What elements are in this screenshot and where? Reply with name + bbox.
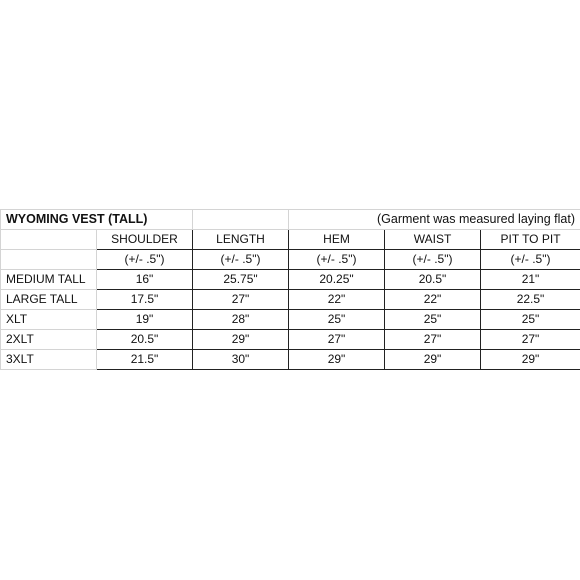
size-label: MEDIUM TALL [1, 270, 97, 290]
measurement-note: (Garment was measured laying flat) [289, 210, 580, 230]
measurement-cell: 19" [97, 310, 193, 330]
size-row [1, 350, 580, 370]
size-label: XLT [1, 310, 97, 330]
measurement-cell: 27" [481, 330, 580, 350]
measurement-cell: 28" [193, 310, 289, 330]
column-header-hem: HEM [289, 230, 385, 250]
size-row [1, 330, 580, 350]
measurement-cell: 25" [385, 310, 481, 330]
size-chart-table [0, 209, 580, 370]
measurement-cell: 27" [385, 330, 481, 350]
tolerance-cell: (+/- .5") [97, 250, 193, 270]
measurement-cell: 29" [385, 350, 481, 370]
column-header-length: LENGTH [193, 230, 289, 250]
empty-cell [193, 210, 289, 230]
measurement-cell: 20.25" [289, 270, 385, 290]
measurement-cell: 29" [289, 350, 385, 370]
measurement-cell: 27" [289, 330, 385, 350]
size-label: 3XLT [1, 350, 97, 370]
column-header-waist: WAIST [385, 230, 481, 250]
size-row [1, 270, 580, 290]
measurement-cell: 25" [481, 310, 580, 330]
measurement-cell: 29" [193, 330, 289, 350]
tolerance-cell: (+/- .5") [289, 250, 385, 270]
tolerance-row [1, 250, 580, 270]
measurement-cell: 20.5" [385, 270, 481, 290]
measurement-cell: 30" [193, 350, 289, 370]
measurement-cell: 17.5" [97, 290, 193, 310]
measurement-cell: 22.5" [481, 290, 580, 310]
measurement-cell: 25.75" [193, 270, 289, 290]
measurement-cell: 21.5" [97, 350, 193, 370]
size-label: LARGE TALL [1, 290, 97, 310]
column-header-shoulder: SHOULDER [97, 230, 193, 250]
size-row [1, 290, 580, 310]
measurement-cell: 27" [193, 290, 289, 310]
tolerance-cell: (+/- .5") [481, 250, 580, 270]
measurement-cell: 22" [289, 290, 385, 310]
size-row [1, 310, 580, 330]
empty-corner-cell [1, 230, 97, 250]
measurement-cell: 16" [97, 270, 193, 290]
measurement-cell: 20.5" [97, 330, 193, 350]
measurement-cell: 21" [481, 270, 580, 290]
chart-title: WYOMING VEST (TALL) [1, 210, 193, 230]
measurement-cell: 25" [289, 310, 385, 330]
size-chart-sheet [0, 209, 580, 370]
column-header-row [1, 230, 580, 250]
tolerance-cell: (+/- .5") [193, 250, 289, 270]
tolerance-cell: (+/- .5") [385, 250, 481, 270]
empty-cell [1, 250, 97, 270]
title-row [1, 210, 580, 230]
measurement-cell: 29" [481, 350, 580, 370]
column-header-pit-to-pit: PIT TO PIT [481, 230, 580, 250]
size-label: 2XLT [1, 330, 97, 350]
measurement-cell: 22" [385, 290, 481, 310]
